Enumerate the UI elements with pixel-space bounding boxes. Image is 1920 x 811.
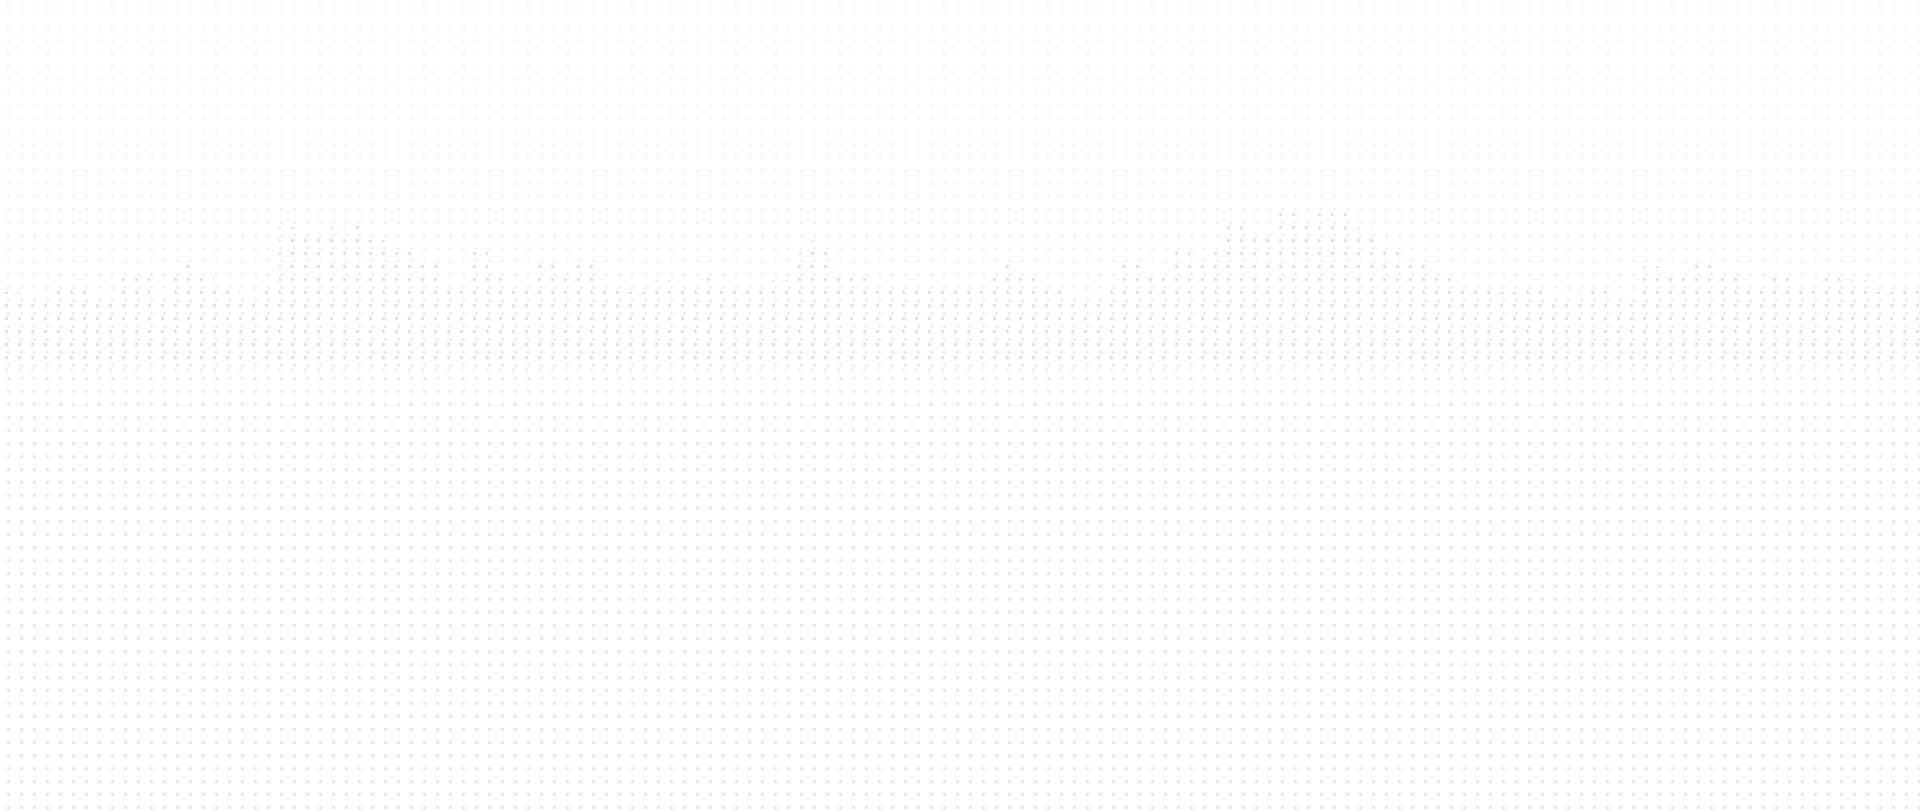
skyline-path bbox=[0, 181, 1920, 370]
city-skyline-silhouette bbox=[0, 0, 1920, 370]
